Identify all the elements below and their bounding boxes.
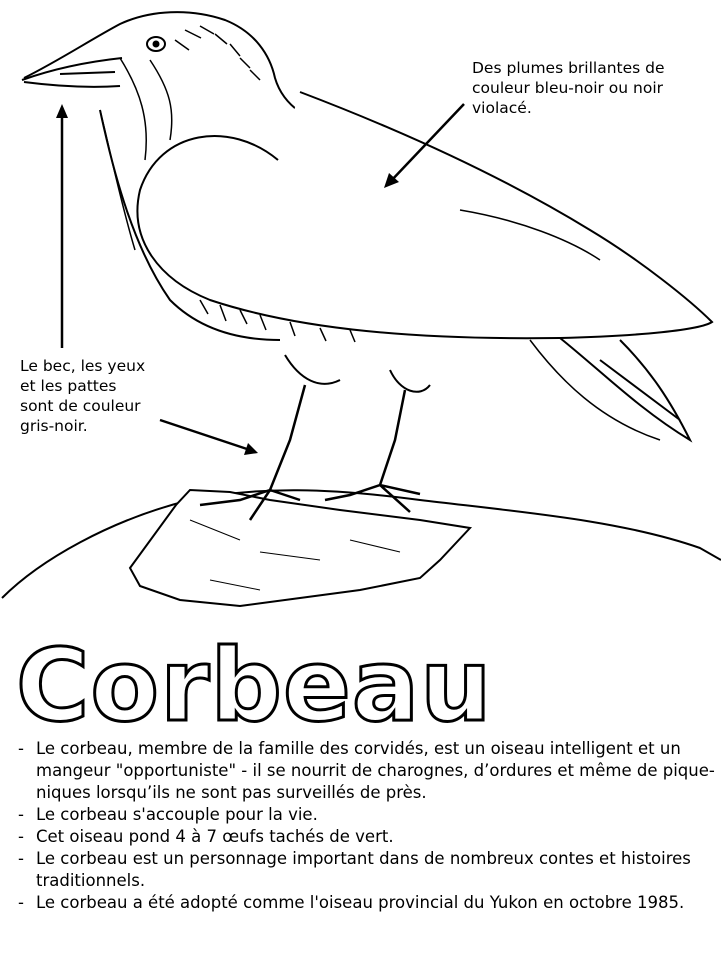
raven-head <box>24 12 300 112</box>
fact-item: - Cet oiseau pond 4 à 7 œufs tachés de vert. <box>18 827 394 846</box>
bullet-dash: - <box>18 805 24 824</box>
fact-item: - Le corbeau est un personnage important dans de nombreux contes et histoires traditionnels. <box>18 849 691 890</box>
callout-beak-eyes-feet: Le bec, les yeux et les pattes sont de couleur gris-noir. <box>20 357 146 435</box>
fact-item: - Le corbeau s'accouple pour la vie. <box>18 805 318 824</box>
fact-item: - Le corbeau a été adopté comme l'oiseau provincial du Yukon en octobre 1985. <box>18 893 685 912</box>
fact-item: - Le corbeau, membre de la famille des corvidés, est un oiseau intelligent et un mangeur "opportuniste" - il se nourrit de charognes, d’ordures et même de pique-niques lorsqu’ils ne sont pas surveillés de près. <box>18 739 715 802</box>
raven-beak <box>22 58 122 87</box>
rock-outline <box>130 490 470 606</box>
raven-wing <box>137 92 712 338</box>
page-title-text: Corbeau <box>16 627 493 742</box>
facts-list <box>16 738 716 914</box>
bullet-dash: - <box>18 827 24 846</box>
callout-feathers: Des plumes brillantes de couleur bleu-noir ou noir violacé. <box>472 59 665 117</box>
bullet-dash: - <box>18 849 24 868</box>
arrow-to-beak <box>56 104 68 348</box>
bullet-dash: - <box>18 893 24 912</box>
bullet-dash: - <box>18 739 24 758</box>
page-title <box>10 622 510 742</box>
